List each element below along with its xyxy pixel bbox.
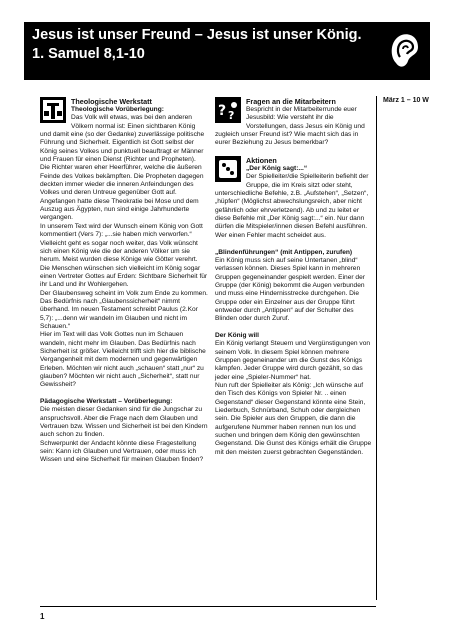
actions-heading: Aktionen: [246, 156, 277, 166]
ear-icon: [384, 29, 424, 73]
page-number: 1: [40, 612, 45, 621]
page-header: [24, 22, 430, 80]
action-title: „Blindenführungen“ (mit Antippen, zurufen): [215, 248, 353, 256]
right-column: [215, 97, 375, 457]
action-text: Der Spielleiter/die Spielleiterin befiehlt der Gruppe, die im Kreis sitzt oder steht, unterschiedliche Befehle, z.B. „Aufstehen“, „Setzen“, „hüpfen“ (Möglichst abwechslungsreich, aber nicht gefährlich oder ehrverletzend). Ab und zu leitet er diese Befehle mit „Der König sagt:...“ ein. Nur dann dürfen die Mitspieler/innen diesen Befehl ausführen. Wer einen Fehler macht scheidet aus.: [215, 173, 369, 239]
column-divider: [376, 96, 377, 600]
action-title: „Der König sagt:...“: [246, 165, 308, 173]
question-marks-icon: [215, 97, 241, 123]
dice-icon: [215, 156, 241, 182]
paragraph: Das Volk will etwas, was bei den anderen Völkern normal ist: Einen sichtbaren König und damit eine (so der Gedanke) zuverlässige politische Führung und Sicherheit. Eigentlich ist Gott selbst der König seines Volkes und punktuell beauftragt er Männer und Frauen für einen Dienst (Richter und Propheten).: [40, 114, 205, 164]
footer-divider: [40, 606, 376, 607]
svg-text:?: ?: [218, 103, 227, 119]
action-text: Ein König muss sich auf seine Untertanen „blind“ verlassen können. Dieses Spiel kann in mehreren Gruppen gegeneinander gespielt werden. Einer der Gruppe (der König) bekommt die Augen verbunden und muss eine Hindernisstrecke durchgehen. Die Gruppe oder ein Einzelner aus der Gruppe führt entweder durch „Antippen“ auf der Schulter des Blinden oder durch Zuruf.: [215, 256, 365, 323]
action-title: Der König will: [215, 331, 259, 339]
paragraph: Die Richter waren eher Heerführer, welche die äußeren Feinde des Volkes bekämpften. Die Propheten dagegen deckten immer wieder die inneren Anfeindungen des Volkes und deren Untreue gegenüber Gott auf. Angefangen hatte diese Theokratie bei Mose und dem Auszug aus Ägypten, nun sind einige Jahrhunderte vergangen.: [40, 164, 204, 222]
svg-text:?: ?: [228, 109, 235, 122]
paragraph: In unserem Text wird der Wunsch einem König von Gott kommentiert (Vers 7): „...sie haben mich verworfen.“ Vielleicht geht es sogar noch weiter, das Volk wünscht sich einen König wie die der anderen Völker um sie herum. Meist wurden diese Könige wie Götter verehrt. Die Menschen wünschen sich vielleicht im König sogar einen Vertreter Gottes auf Erden: Sichtbare Sicherheit für ihr Land und ihr Wohlergehen.: [40, 222, 208, 289]
paragraph: Die meisten dieser Gedanken sind für die Jungschar zu anspruchsvoll. Aber die Frage nach dem Glauben und Vertrauen bzw. Wissen und Sicherheit ist bei den Kindern auch schon zu finden.: [40, 406, 208, 439]
theology-subheading: Theologische Vorüberlegung:: [71, 106, 164, 113]
title-line-2: 1. Samuel 8,1-10: [32, 46, 145, 62]
page-title: [32, 26, 392, 64]
workshop-icon: [40, 97, 66, 123]
title-line-1: Jesus ist unser Freund – Jesus ist unser König.: [32, 27, 362, 43]
month-label: März 1 – 10 W: [383, 97, 429, 104]
pedagogic-heading: Pädagogische Werkstatt – Vorüberlegung:: [40, 398, 173, 406]
action-text: Nun ruft der Spielleiter als König: „Ich wünsche auf den Tisch des Königs von Spieler Nr. .. einen Gegenstand“ dieser Gegenstand könnte eine Stein, Liederbuch, Schnürband, Schuh oder dergleichen sein. Die Spieler aus den Gruppen, die dann die aufgerufene Nummer haben rennen nun los und suchen und bringen dem König den gewünschten Gegenstand. Die Gunst des Königs erhält die Gruppe mit den meisten zuerst gebrachten Gegenständen.: [215, 382, 372, 456]
left-column: [40, 97, 208, 465]
action-text: Ein König verlangt Steuern und Vergünstigungen von seinem Volk. In diesem Spiel können mehrere Gruppen gegeneinander um die Gunst des Königs kämpfen. Jeder Gruppe wird durch gezählt, so das jeder eine „Spieler-Nummer“ hat.: [215, 340, 371, 381]
questions-text: Bespricht in der Mitarbeiterrunde euer Jesusbild: Wie versteht ihr die Vorstellungen, dass Jesus ein König und zugleich unser Freund ist? Wie macht sich das in eurer Beziehung zu Jesus bemerkbar?: [215, 106, 365, 147]
paragraph: Hier im Text will das Volk Gottes nun im Schauen wandeln, nicht mehr im Glauben. Das Bedürfnis nach Sicherheit ist größer. Vielleicht trifft sich hier die biblische Vergangenheit mit dem modernen und gegenwärtigen Erleben. Möchten wir nicht auch „schauen“ statt „nur“ zu glauben? Möchten wir nicht auch „Sicherheit“, statt nur Gewissheit?: [40, 331, 206, 389]
paragraph: Schwerpunkt der Andacht könnte diese Fragestellung sein: Kann ich Glauben und Vertrauen, oder muss ich Wissen und eine Sicherheit für meinen Glauben finden?: [40, 439, 204, 464]
questions-heading: Fragen an die Mitarbeitern: [246, 97, 336, 106]
paragraph: Der Glaubensweg scheint im Volk zum Ende zu kommen. Das Bedürfnis nach „Glaubenssicherheit“ nimmt überhand. Im neuen Testament schreibt Paulus (2.Kor 5,7): „...denn wir wandeln im Glauben und nicht im Schauen.“: [40, 289, 208, 330]
theology-heading: Theologische Werkstatt: [71, 97, 152, 106]
